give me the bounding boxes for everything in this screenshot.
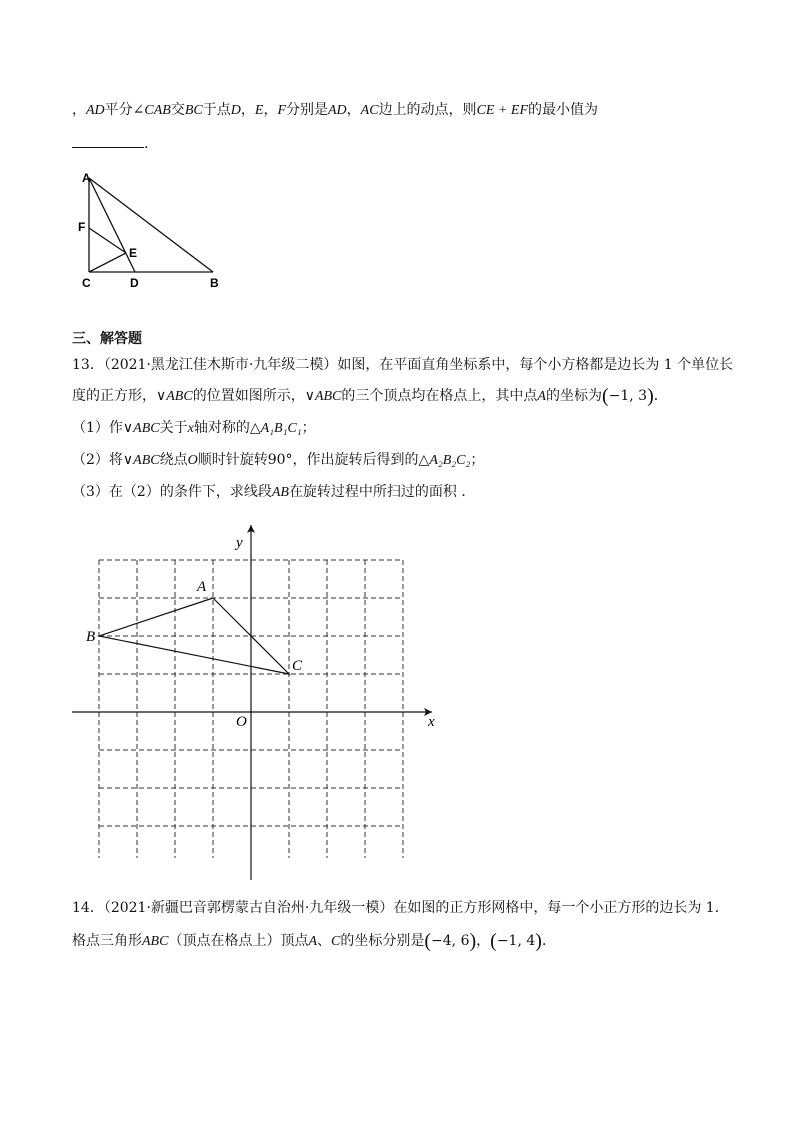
- q13-line1: 13．（2021·黑龙江佳木斯市·九年级二模）如图，在平面直角坐标系中，每个小方格都是边长为 1 个单位长: [72, 357, 734, 373]
- q13-p3-end: 在旋转过程中所扫过的面积 ．: [288, 484, 476, 500]
- q12-text-at-point: 于点: [202, 102, 231, 118]
- q13-coord-A: −1, 3: [608, 388, 648, 404]
- fig1-label-B: B: [210, 276, 219, 290]
- q12-period: .: [144, 136, 149, 152]
- q13-p2-pre: （2）将∨: [72, 452, 134, 468]
- q14-l2-mid: （顶点在格点上）顶点: [168, 933, 309, 949]
- q12-var-E: E: [254, 103, 264, 118]
- q14-paren-close-1: ): [469, 930, 477, 952]
- q13-p2-end: ；: [470, 452, 485, 468]
- q14-l2-pre: 格点三角形: [72, 933, 142, 949]
- q13-p1-pre: （1）作∨: [72, 420, 134, 436]
- q13-part2: [72, 450, 484, 471]
- q14-comma: ，: [476, 933, 491, 949]
- q14-coord-C: −1, 4: [496, 933, 536, 949]
- q13-var-ABC-2: ABC: [314, 389, 342, 404]
- q12-answer-line: [72, 133, 148, 154]
- q13-p3-AB: AB: [271, 485, 289, 500]
- seg-FE: [89, 228, 126, 253]
- q13-l2-post: 的坐标为: [545, 388, 602, 404]
- q13-var-A: A: [537, 389, 546, 404]
- q12-comma-3: ，: [346, 102, 361, 118]
- section-title: 三、解答题: [72, 331, 142, 347]
- q12-comma-start: ，: [72, 102, 86, 118]
- fig2-label-y: y: [236, 535, 243, 551]
- q14-paren-close-2: ): [535, 930, 542, 952]
- q13-l2-pre: 度的正方形，∨: [72, 388, 167, 404]
- q12-text-line1: [72, 100, 598, 121]
- q12-text-respectively: 分别是: [286, 102, 328, 118]
- q13-p1-mid2: 轴对称的△: [193, 420, 261, 436]
- q13-var-ABC-1: ABC: [166, 389, 193, 404]
- q14-var-C: C: [331, 934, 341, 949]
- q13-p2-ABC: ABC: [133, 453, 160, 468]
- q14-line2: [72, 931, 556, 952]
- q12-var-CAB: CAB: [144, 103, 171, 118]
- q14-sep: 、: [317, 933, 332, 949]
- q12-var-F: F: [277, 103, 286, 118]
- q14-l2-mid2: 的坐标分别是: [340, 933, 425, 949]
- fig1-label-E: E: [129, 246, 138, 260]
- q13-p2-mid: 绕点: [159, 452, 188, 468]
- q14-paren-open-2: (: [490, 930, 497, 952]
- q12-comma-1: ，: [240, 102, 255, 118]
- seg-AB: [89, 178, 213, 272]
- q12-var-D: D: [230, 103, 241, 118]
- q13-p2-mid2: 顺时针旋转90°，作出旋转后得到的△: [197, 452, 430, 468]
- q14-end: ．: [541, 933, 556, 949]
- q13-l2-mid: 的位置如图所示，∨: [192, 388, 315, 404]
- q12-var-AD: AD: [86, 103, 105, 118]
- fig1-label-A: A: [82, 171, 91, 185]
- q12-text-bisect: 平分∠: [104, 102, 145, 118]
- q14-paren-open-1: (: [424, 930, 432, 952]
- fig1-label-F: F: [78, 220, 86, 234]
- q13-p3-pre: （3）在（2）的条件下，求线段: [72, 484, 272, 500]
- q12-expr-CE-EF: CE + EF: [476, 103, 529, 118]
- fig2-label-x: x: [428, 714, 435, 730]
- q13-part1: [72, 418, 316, 439]
- fig1-label-D: D: [130, 276, 139, 290]
- q13-paren-open: (: [601, 385, 609, 407]
- q12-answer-blank: [72, 133, 144, 148]
- q13-l2-end: ．: [653, 388, 668, 404]
- q12-comma-2: ，: [263, 102, 278, 118]
- q13-p2-A2B2C2: A₂B₂C₂: [429, 453, 471, 468]
- q13-part3: [72, 482, 475, 503]
- fig2-label-B: B: [86, 629, 96, 645]
- q14-var-ABC: ABC: [142, 934, 169, 949]
- q12-text-intersect: 交: [170, 102, 185, 118]
- q13-p1-A1B1C1: A₁B₁C₁: [260, 421, 302, 436]
- q14-var-A: A: [308, 934, 318, 949]
- q14-coord-A: −4, 6: [431, 933, 470, 949]
- q13-p1-x: x: [187, 421, 194, 436]
- q12-var-BC: BC: [184, 103, 203, 118]
- figure-triangle-abc: [70, 165, 240, 295]
- q12-var-AC: AC: [360, 103, 379, 118]
- fig2-label-A: A: [197, 579, 207, 595]
- fig2-label-O: O: [236, 714, 247, 730]
- fig2-label-C: C: [292, 658, 303, 674]
- q13-paren-close: ): [647, 385, 654, 407]
- q13-p1-mid: 关于: [159, 420, 188, 436]
- q13-p1-ABC: ABC: [133, 421, 160, 436]
- q12-text-min-value: 的最小值为: [528, 102, 599, 118]
- q13-p2-O: O: [187, 453, 198, 468]
- q13-line2: [72, 386, 668, 407]
- q13-l2-mid2: 的三个顶点均在格点上，其中点: [341, 388, 538, 404]
- q14-line1: 14．（2021·新疆巴音郭楞蒙古自治州·九年级一模）在如图的正方形网格中，每一个小正方形的边长为 1．: [72, 900, 729, 916]
- seg-CE: [89, 253, 126, 272]
- fig1-label-C: C: [82, 276, 91, 290]
- figure-coordinate-grid: [60, 515, 450, 885]
- q12-text-moving-points: 边上的动点，则: [378, 102, 477, 118]
- q12-var-AD2: AD: [328, 103, 347, 118]
- q13-p1-end: ；: [301, 420, 316, 436]
